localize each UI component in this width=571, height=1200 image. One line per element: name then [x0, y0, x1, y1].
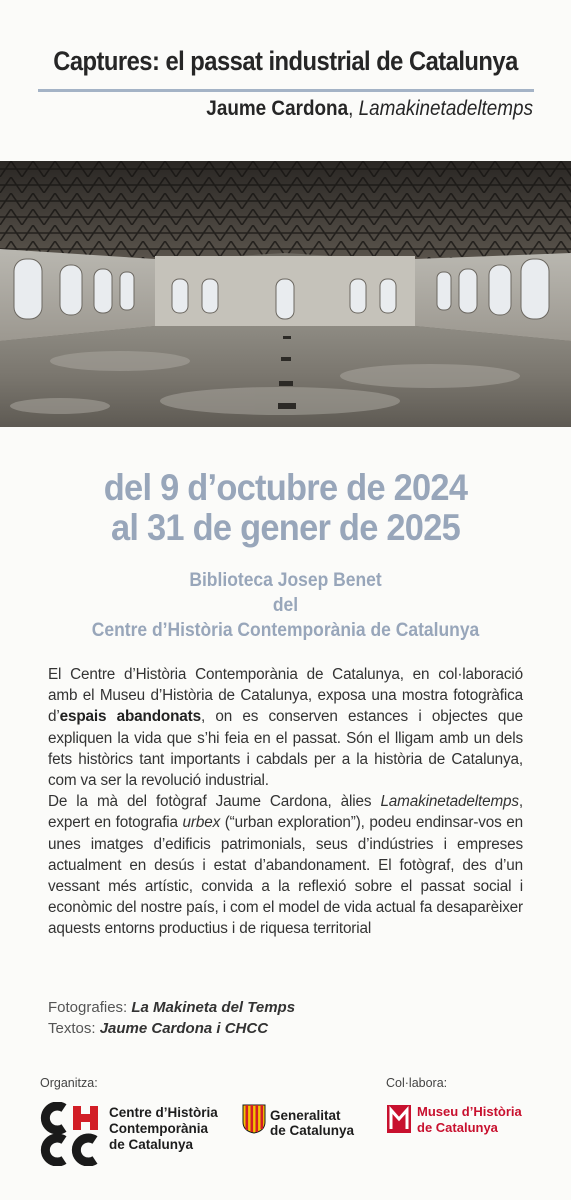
- venue-line-1: Biblioteca Josep Benet: [189, 570, 382, 591]
- chcc-name: [109, 1105, 218, 1153]
- date-start: del 9 d’octubre de 2024: [103, 467, 468, 508]
- gen-line: de Catalunya: [270, 1123, 355, 1138]
- collabora-label: Col·labora:: [386, 1076, 448, 1090]
- chcc-logo: [40, 1102, 100, 1166]
- desc-alias: Lamakinetadeltemps: [380, 793, 519, 811]
- chcc-line: de Catalunya: [109, 1137, 194, 1152]
- credit-label: Textos:: [48, 1020, 100, 1037]
- desc-text: , expert en fotografia: [48, 793, 523, 832]
- credit-photos: [48, 997, 295, 1018]
- mh-line: de Catalunya: [417, 1119, 498, 1135]
- author-name: Jaume Cardona: [206, 97, 349, 120]
- author-alias: Lamakinetadeltemps: [358, 97, 533, 120]
- title-underline: [38, 89, 534, 92]
- exhibition-dates: [20, 468, 551, 548]
- credits: [48, 997, 295, 1039]
- credit-value: Jaume Cardona i CHCC: [99, 1020, 269, 1037]
- abandoned-factory-photo: [0, 161, 571, 427]
- desc-text: , on es conserven estances i objectes que expliquen la vida que s’hi feia en el passat. Són el lligam amb un dels fets històrics tant importants i cabdals per a la història de Catalunya, com va ser la revolució industrial.: [48, 708, 523, 790]
- description-paragraph-2: [48, 791, 523, 939]
- museu-historia-name: [417, 1104, 522, 1135]
- credit-texts: [48, 1018, 295, 1039]
- venue: [23, 568, 548, 643]
- generalitat-name: [270, 1108, 354, 1138]
- gen-line: Generalitat: [270, 1108, 341, 1123]
- exhibition-title: Captures: el passat industrial de Catalunya: [53, 46, 518, 76]
- mh-line: Museu d’Història: [417, 1104, 522, 1119]
- organitza-label: Organitza:: [40, 1076, 98, 1090]
- desc-bold-phrase: espais abandonats: [59, 708, 201, 726]
- credit-value: La Makineta del Temps: [131, 999, 296, 1016]
- generalitat-logo: [242, 1104, 266, 1134]
- description: [48, 664, 523, 940]
- chcc-line: Contemporània: [109, 1121, 209, 1136]
- description-paragraph-1: [48, 664, 523, 791]
- desc-urbex: urbex: [182, 814, 221, 832]
- desc-text: De la mà del fotògraf Jaume Cardona, àlies: [48, 793, 381, 811]
- venue-line-2: del: [272, 595, 299, 616]
- desc-text: (“urban exploration”), podeu endinsar-vos en unes imatges d’edificis patrimonials, seus d’indústries i empreses actualment en desús i estat d’abandonament. El fotògraf, des d’un vessant més artístic, convida a la reflexió sobre el passat social i econòmic del nostre país, i com el model de vida actual fa desaparèixer aquests entorns productius i de riquesa territorial: [48, 814, 523, 938]
- desc-text: El Centre d’Història Contemporània de Catalunya, en col·laboració amb el Museu d’Història de Catalunya, exposa una mostra fotogràfica d’: [48, 666, 523, 726]
- museu-historia-logo: [386, 1104, 412, 1134]
- date-end: al 31 de gener de 2025: [111, 507, 460, 548]
- chcc-line: Centre d’Història: [109, 1105, 218, 1120]
- author-separator: ,: [348, 97, 359, 120]
- credit-label: Fotografies:: [48, 999, 132, 1016]
- venue-line-3: Centre d’Història Contemporània de Catalunya: [91, 620, 480, 641]
- author-line: [206, 97, 533, 121]
